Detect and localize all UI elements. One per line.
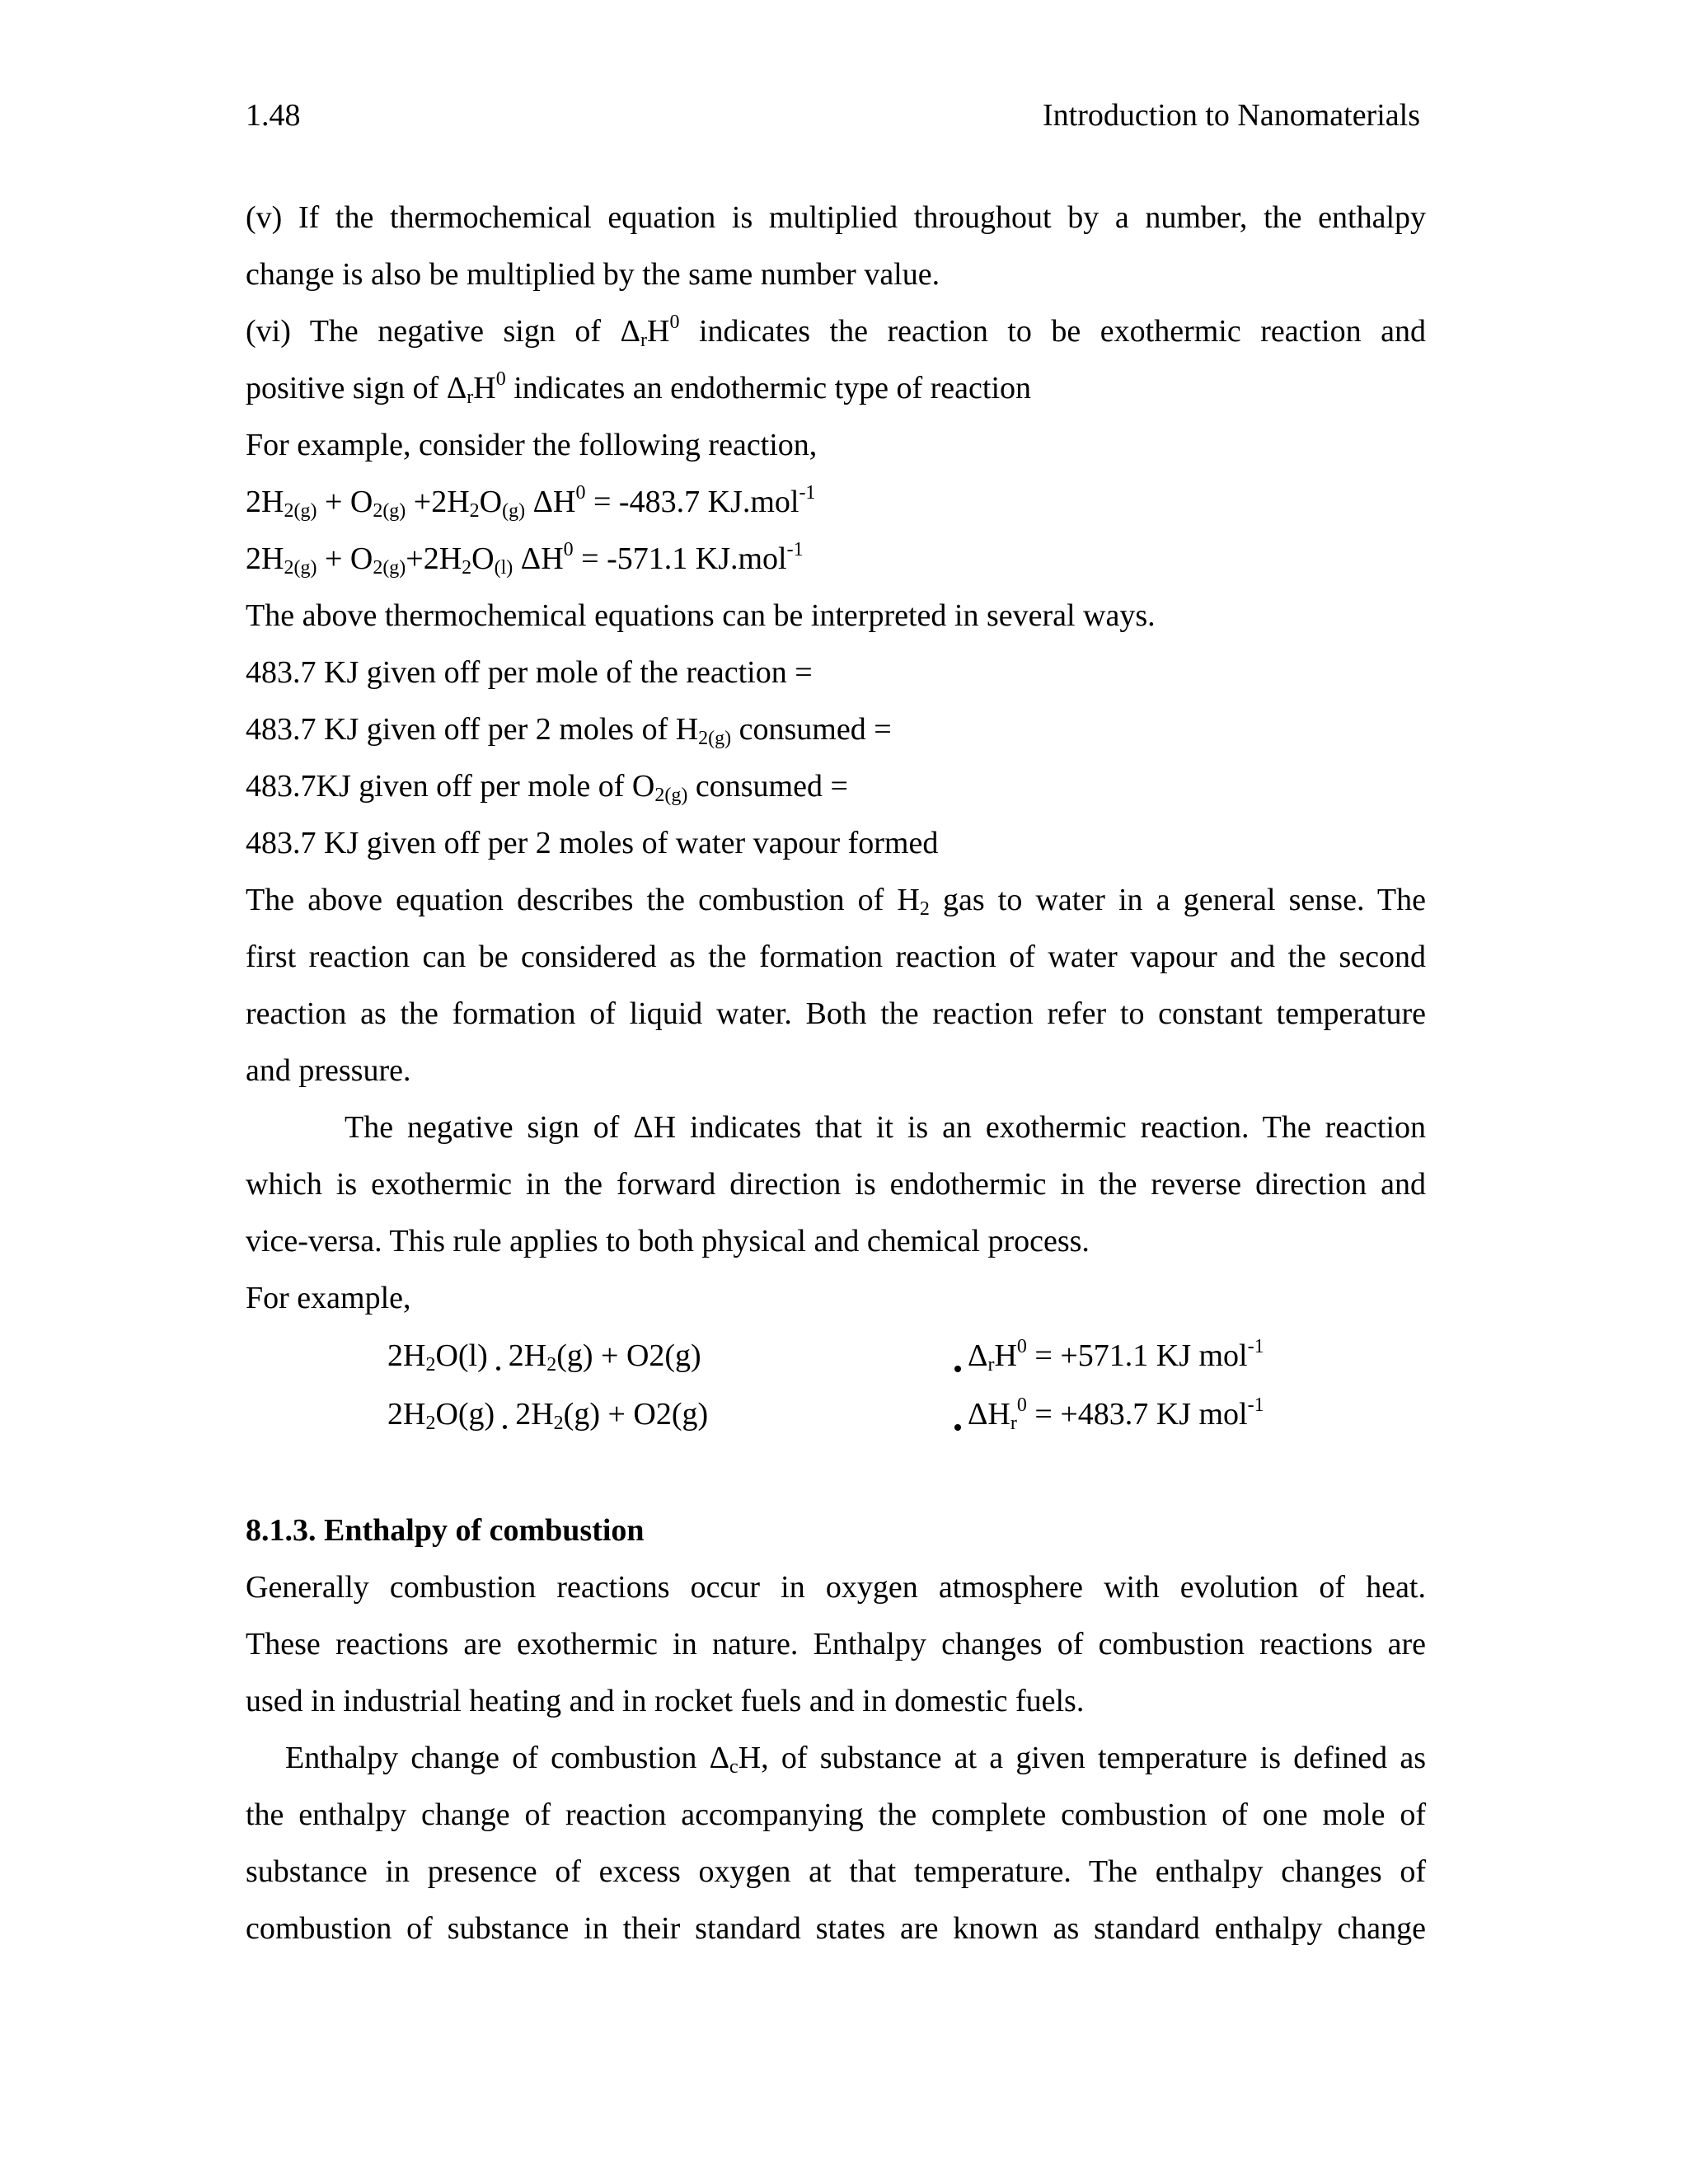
arrow-dot-icon: [496, 1366, 500, 1371]
bullet-dot-icon: [954, 1424, 961, 1431]
rule-v-line-2: change is also be multiplied by the same number value.: [246, 257, 940, 292]
spacer: [246, 1444, 1426, 1502]
reverse-equation-2: [246, 1385, 1426, 1444]
equation-water-vapour: $2H_{2(g)} + O_{2(g)} +2H_2O_{(g)}$ $\Delta H^0 = -483.7$ KJ.mol$^{-1}$: [246, 482, 816, 522]
section-heading: 8.1.3. Enthalpy of combustion: [246, 1513, 645, 1548]
page-body: [246, 190, 1426, 1957]
paragraph-combustion-line-1: The above equation describes the combustion of $H_2$ gas to water in a general sense. The: [246, 883, 1426, 920]
interpretation-intro: The above thermochemical equations can be interpreted in several ways.: [246, 598, 1156, 633]
page-header: [246, 97, 1420, 138]
interpretation-line-1: 483.7 KJ given off per mole of the reaction =: [246, 655, 813, 690]
book-title: Introduction to Nanomaterials: [1043, 98, 1420, 133]
reverse-equation-1-reaction: $2H_2O(l) 2H_2(g) + O2(g)$: [387, 1338, 701, 1376]
interpretation-line-3: 483.7KJ given off per mole of $O_{2(g)}$ consumed =: [246, 769, 848, 806]
interpretation-line-4: 483.7 KJ given off per 2 moles of water vapour formed: [246, 826, 939, 860]
paragraph-sign-line-3: vice-versa. This rule applies to both physical and chemical process.: [246, 1224, 1090, 1258]
reverse-equation-1-enthalpy: $\Delta_rH^0 = +571.1$ KJ mol$^{-1}$: [954, 1327, 1264, 1385]
reverse-equation-2-reaction: $2H_2O(g) 2H_2(g) + O2(g)$: [387, 1397, 709, 1434]
rule-vi-line-2: positive sign of $\Delta_rH^0$ indicates an endothermic type of reaction: [246, 368, 1032, 408]
definition-line-1: Enthalpy change of combustion $\Delta_cH$, of substance at a given temperature is defined as: [285, 1741, 1426, 1778]
paragraph-sign-line-1: The negative sign of ΔH indicates that it is an exothermic reaction. The reaction: [345, 1110, 1426, 1145]
bullet-dot-icon: [954, 1366, 961, 1372]
example-intro: For example, consider the following reaction,: [246, 428, 818, 462]
combustion-paragraph-line-1: Generally combustion reactions occur in oxygen atmosphere with evolution of heat.: [246, 1570, 1426, 1605]
reverse-equation-1: [246, 1327, 1426, 1385]
paragraph-sign-line-2: which is exothermic in the forward direction is endothermic in the reverse direction and: [246, 1167, 1426, 1202]
example-label: For example,: [246, 1281, 411, 1315]
definition-line-3: substance in presence of excess oxygen at that temperature. The enthalpy changes of: [246, 1854, 1426, 1889]
interpretation-line-2: 483.7 KJ given off per 2 moles of $H_{2(g)}$ consumed =: [246, 712, 892, 749]
definition-line-4: combustion of substance in their standard states are known as standard enthalpy change: [246, 1911, 1426, 1946]
reverse-equation-2-enthalpy: $\Delta H_r^0 = +483.7$ KJ mol$^{-1}$: [954, 1385, 1264, 1444]
combustion-paragraph-line-2: These reactions are exothermic in nature. Enthalpy changes of combustion reactions are: [246, 1627, 1426, 1661]
rule-v-line-1: (v) If the thermochemical equation is multiplied throughout by a number, the enthalpy: [246, 200, 1426, 235]
combustion-paragraph-line-3: used in industrial heating and in rocket fuels and in domestic fuels.: [246, 1684, 1085, 1718]
paragraph-combustion-line-3: reaction as the formation of liquid water. Both the reaction refer to constant temperature: [246, 996, 1426, 1031]
page-number: 1.48: [246, 98, 301, 133]
rule-vi-line-1: (vi) The negative sign of $\Delta_rH^0$ indicates the reaction to be exothermic reaction and: [246, 312, 1426, 351]
paragraph-combustion-line-4: and pressure.: [246, 1053, 411, 1088]
arrow-dot-icon: [503, 1425, 507, 1429]
equation-liquid-water: $2H_{2(g)} + O_{2(g)}+2H_2O_{(l)}$ $\Delta H^0 = -571.1$ KJ.mol$^{-1}$: [246, 539, 804, 579]
definition-line-2: the enthalpy change of reaction accompanying the complete combustion of one mole of: [246, 1797, 1426, 1832]
paragraph-combustion-line-2: first reaction can be considered as the formation reaction of water vapour and the second: [246, 940, 1426, 974]
